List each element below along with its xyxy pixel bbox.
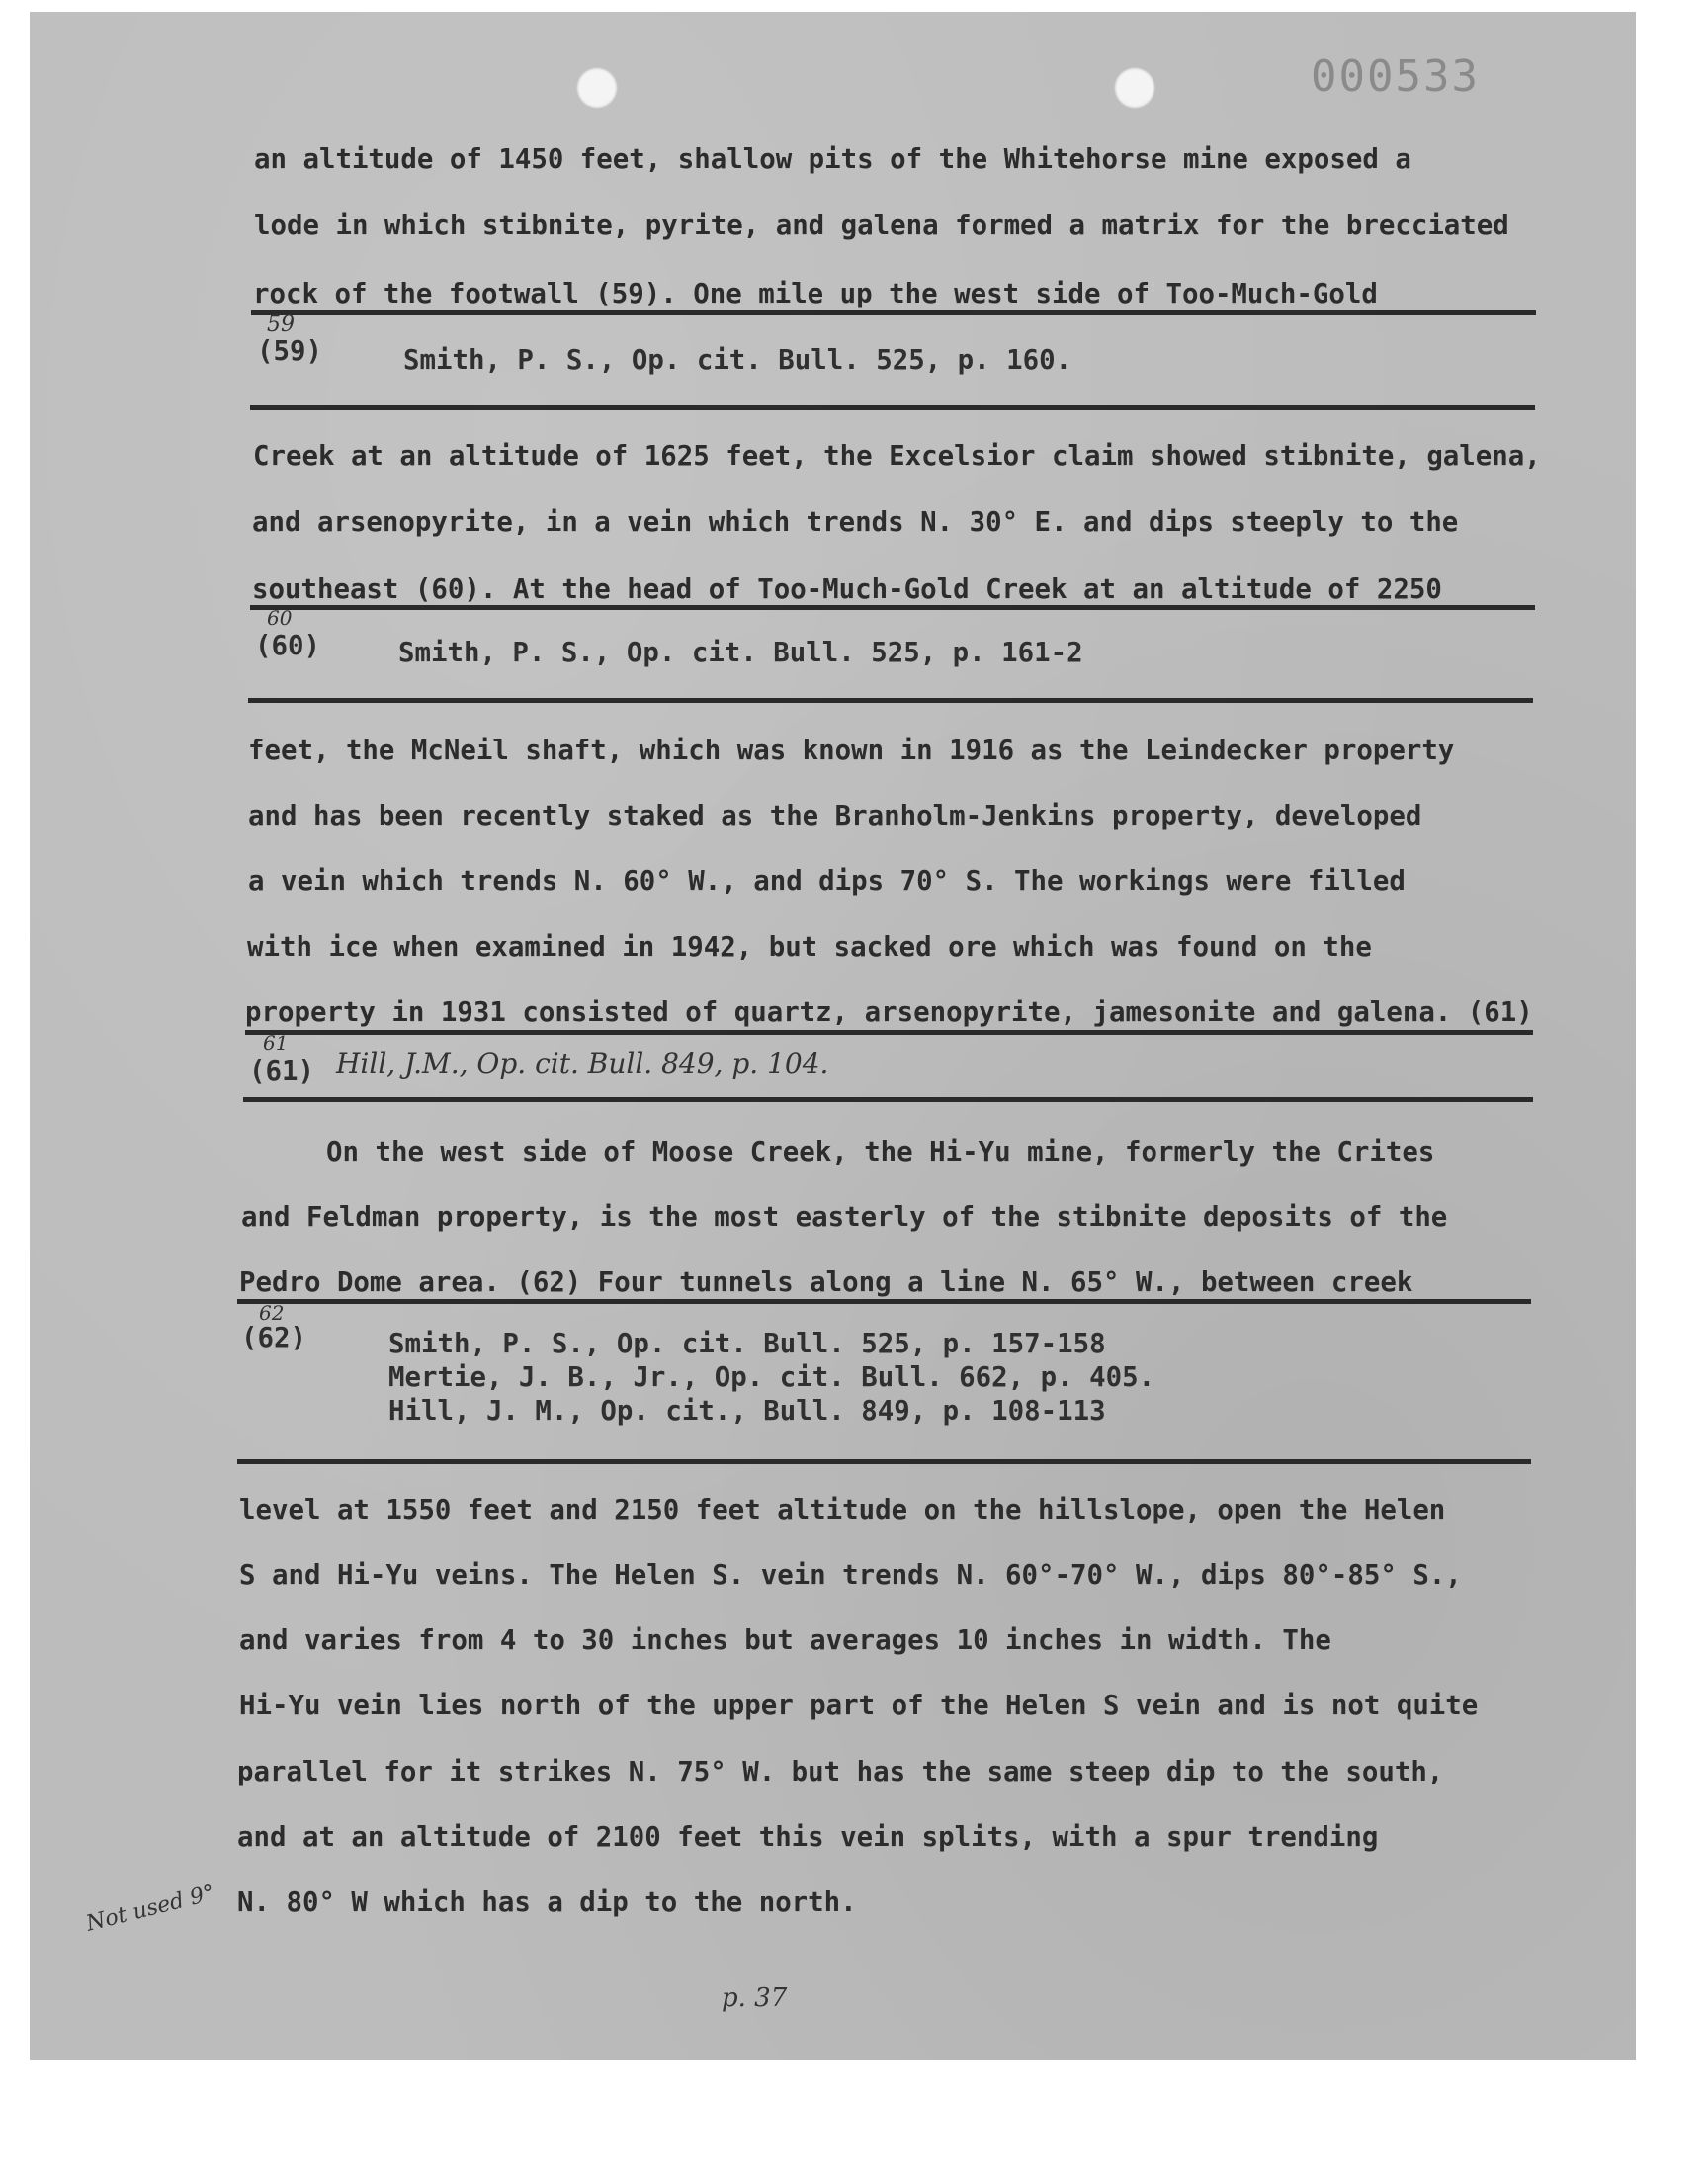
text-line: and varies from 4 to 30 inches but averages 10 inches in width. The [239,1625,1331,1656]
footnote-mark-handwritten: 61 [263,1031,289,1055]
text-line: and arsenopyrite, in a vein which trends N. 30° E. and dips steeply to the [252,507,1459,538]
text-line: and at an altitude of 2100 feet this vein splits, with a spur trending [237,1822,1379,1853]
text-line: an altitude of 1450 feet, shallow pits of the Whitehorse mine exposed a [254,144,1411,175]
footnote-rule [237,1299,1531,1304]
footnote-mark-handwritten: 62 [259,1301,285,1325]
page-number: p. 37 [722,1983,788,2013]
footnote-rule [243,1097,1533,1102]
text-line: and Feldman property, is the most easterly of the stibnite deposits of the [241,1202,1448,1233]
text-line: with ice when examined in 1942, but sacked ore which was found on the [247,932,1372,963]
footnote-rule [251,310,1536,315]
text-line: rock of the footwall (59). One mile up the west side of Too-Much-Gold [253,279,1378,309]
text-line: a vein which trends N. 60° W., and dips 70° S. The workings were filled [248,866,1406,897]
footnote-text: Smith, P. S., Op. cit. Bull. 525, p. 157-158 [388,1329,1106,1359]
footnote-rule [245,1030,1533,1035]
footnote-number: (60) [255,631,320,661]
text-line: On the west side of Moose Creek, the Hi-Yu mine, formerly the Crites [326,1137,1435,1168]
document-page [30,12,1636,2060]
text-line: and has been recently staked as the Branholm-Jenkins property, developed [248,801,1422,831]
text-line: lode in which stibnite, pyrite, and galena formed a matrix for the brecciated [254,211,1509,241]
text-line: level at 1550 feet and 2150 feet altitude on the hillslope, open the Helen [239,1495,1446,1525]
footnote-mark-handwritten: 59 [267,312,295,337]
footnote-mark-handwritten: 60 [267,606,293,630]
footnote-text: Smith, P. S., Op. cit. Bull. 525, p. 160. [403,345,1072,376]
footnote-rule [250,405,1535,410]
text-line: feet, the McNeil shaft, which was known in 1916 as the Leindecker property [248,736,1455,766]
text-line: property in 1931 consisted of quartz, arsenopyrite, jamesonite and galena. (61) [245,998,1533,1028]
punch-hole-left [576,67,618,109]
footnote-text-handwritten: Hill, J.M., Op. cit. Bull. 849, p. 104. [336,1047,829,1080]
text-line: Hi-Yu vein lies north of the upper part of the Helen S vein and is not quite [239,1691,1479,1721]
footnote-text: Smith, P. S., Op. cit. Bull. 525, p. 161-2 [398,638,1083,668]
text-line: southeast (60). At the head of Too-Much-Gold Creek at an altitude of 2250 [252,574,1442,605]
footnote-number: (61) [249,1056,314,1087]
punch-hole-right [1114,67,1155,109]
footnote-rule [237,1459,1531,1464]
footnote-number: (62) [241,1323,306,1353]
footnote-rule [250,605,1535,610]
text-line: Pedro Dome area. (62) Four tunnels along a line N. 65° W., between creek [239,1267,1413,1298]
text-line: parallel for it strikes N. 75° W. but has the same steep dip to the south, [237,1757,1444,1787]
text-line: S and Hi-Yu veins. The Helen S. vein trends N. 60°-70° W., dips 80°-85° S., [239,1560,1462,1591]
text-line: N. 80° W which has a dip to the north. [237,1887,857,1918]
text-line: Creek at an altitude of 1625 feet, the Excelsior claim showed stibnite, galena, [253,441,1541,472]
footnote-number: (59) [257,336,322,367]
document-stamp-number: 000533 [1311,51,1480,102]
footnote-text: Hill, J. M., Op. cit., Bull. 849, p. 108-113 [388,1396,1106,1427]
footnote-text: Mertie, J. B., Jr., Op. cit. Bull. 662, p. 405. [388,1362,1155,1393]
margin-note-handwritten: Not used 9° [83,1880,217,1937]
footnote-rule [248,698,1533,703]
